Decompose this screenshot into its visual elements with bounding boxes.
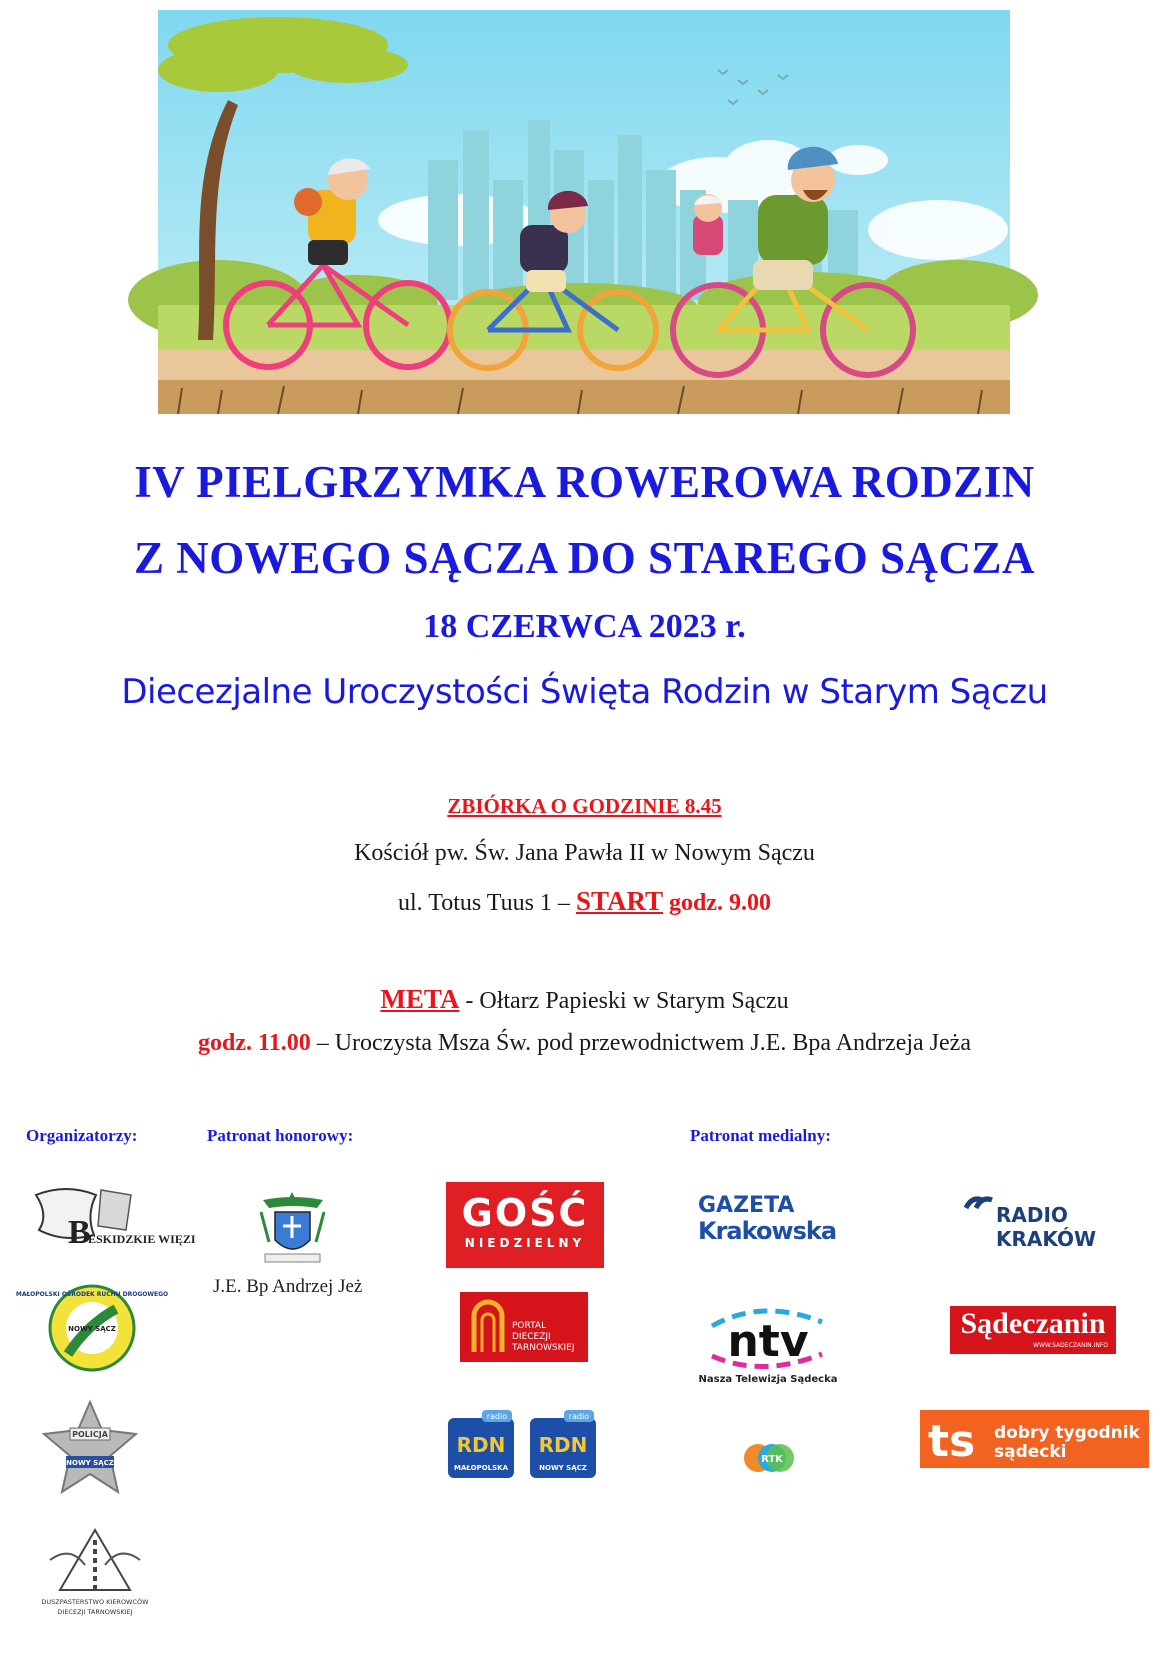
ts-mark: ts — [928, 1416, 976, 1467]
title-line-1: IV PIELGRZYMKA ROWEROWA RODZIN — [134, 457, 1035, 507]
gosc-niedzielny-logo — [446, 1182, 604, 1268]
duszp-line1: DUSZPASTERSTWO KIEROWCÓW — [41, 1598, 149, 1606]
sadeczanin-url: WWW.SADECZANIN.INFO — [1033, 1342, 1108, 1349]
meta-word: META — [380, 984, 460, 1014]
policja-text: POLICJA — [72, 1430, 108, 1439]
meta-place: - Ołtarz Papieski w Starym Sączu — [459, 988, 789, 1014]
dobry-tygodnik-sadecki-logo — [920, 1410, 1149, 1468]
start-line — [0, 886, 1169, 917]
title-line-2: Z NOWEGO SĄCZA DO STAREGO SĄCZA — [133, 533, 1036, 583]
ts-line2: sądecki — [994, 1442, 1067, 1462]
gosc-bottom-text: NIEDZIELNY — [464, 1236, 586, 1250]
portal-diecezji-logo — [460, 1292, 588, 1362]
church-line: Kościół pw. Św. Jana Pawła II w Nowym Sączu — [354, 840, 815, 866]
bishop-coat-of-arms — [255, 1188, 330, 1268]
ntv-name: ntv — [727, 1316, 809, 1367]
portal-line3: TARNOWSKIEJ — [512, 1343, 575, 1353]
family-cycling-illustration — [158, 10, 1010, 414]
radio-line2: KRAKÓW — [996, 1227, 1097, 1251]
gathering-time: ZBIÓRKA O GODZINIE 8.45 — [447, 794, 722, 818]
portal-line1: PORTAL — [512, 1321, 547, 1331]
policja-logo — [40, 1400, 140, 1500]
start-time: godz. 9.00 — [663, 890, 772, 916]
rdn2-name: RDN — [538, 1433, 588, 1457]
gazeta-krakowska-logo — [698, 1194, 848, 1254]
gazeta-line2: Krakowska — [698, 1217, 837, 1245]
gosc-top-text: GOŚĆ — [461, 1191, 589, 1235]
ts-line1: dobry tygodnik — [994, 1423, 1140, 1443]
beskidzkie-text: ESKIDZKIE WIĘZI — [88, 1232, 196, 1246]
ruch-ring-text: MAŁOPOLSKI OŚRODEK RUCHU DROGOWEGO — [15, 1291, 169, 1298]
radio-line1: RADIO — [996, 1203, 1068, 1227]
rdn-malopolska-logo — [448, 1410, 514, 1478]
rdn1-name: RDN — [456, 1433, 506, 1457]
event-date: 18 CZERWCA 2023 r. — [423, 608, 746, 645]
duszp-line2: DIECEZJI TARNOWSKIEJ — [57, 1608, 133, 1616]
mass-text: – Uroczysta Msza Św. pod przewodnictwem J.E. Bpa Andrzeja Jeża — [310, 1030, 971, 1056]
media-label: Patronat medialny: — [690, 1126, 831, 1145]
hero-illustration — [158, 10, 1010, 414]
gazeta-line1: GAZETA — [698, 1193, 795, 1218]
start-address: ul. Totus Tuus 1 – — [397, 890, 576, 916]
sadeczanin-name: Sądeczanin — [960, 1307, 1106, 1340]
honorary-label: Patronat honorowy: — [207, 1126, 354, 1145]
radio-krakow-logo — [964, 1194, 1114, 1254]
rdn2-city: NOWY SĄCZ — [539, 1464, 587, 1472]
beskidzkie-wiezi-logo — [26, 1180, 196, 1251]
policja-city-text: NOWY SĄCZ — [66, 1459, 114, 1467]
ntv-caption: Nasza Telewizja Sądecka — [698, 1374, 838, 1385]
organizers-label: Organizatorzy: — [26, 1126, 138, 1145]
rtk-text: RTK — [761, 1454, 783, 1465]
ruch-center-text: NOWY SĄCZ — [68, 1325, 116, 1333]
rdn2-badge: radio — [568, 1412, 590, 1421]
bishop-caption: J.E. Bp Andrzej Jeż — [213, 1276, 363, 1297]
ntv-logo — [700, 1296, 836, 1386]
portal-line2: DIECEZJI — [512, 1332, 551, 1342]
gathering-line — [0, 794, 1169, 819]
rtk-logo — [742, 1438, 796, 1478]
rdn-nowy-sacz-logo — [530, 1410, 596, 1478]
ruch-drogowy-logo — [15, 1284, 169, 1372]
start-word: START — [575, 886, 664, 916]
mass-time: godz. 11.00 — [198, 1030, 311, 1056]
finish-line — [0, 984, 1169, 1015]
svg-text:B: B — [68, 1214, 91, 1251]
rdn1-badge: radio — [486, 1412, 508, 1421]
duszpasterstwo-kierowcow-logo — [40, 1520, 150, 1620]
sadeczanin-logo — [950, 1306, 1116, 1354]
rdn1-city: MAŁOPOLSKA — [453, 1464, 509, 1472]
mass-line — [0, 1030, 1169, 1057]
event-subtitle: Diecezjalne Uroczystości Święta Rodzin w Starym Sączu — [121, 672, 1048, 712]
